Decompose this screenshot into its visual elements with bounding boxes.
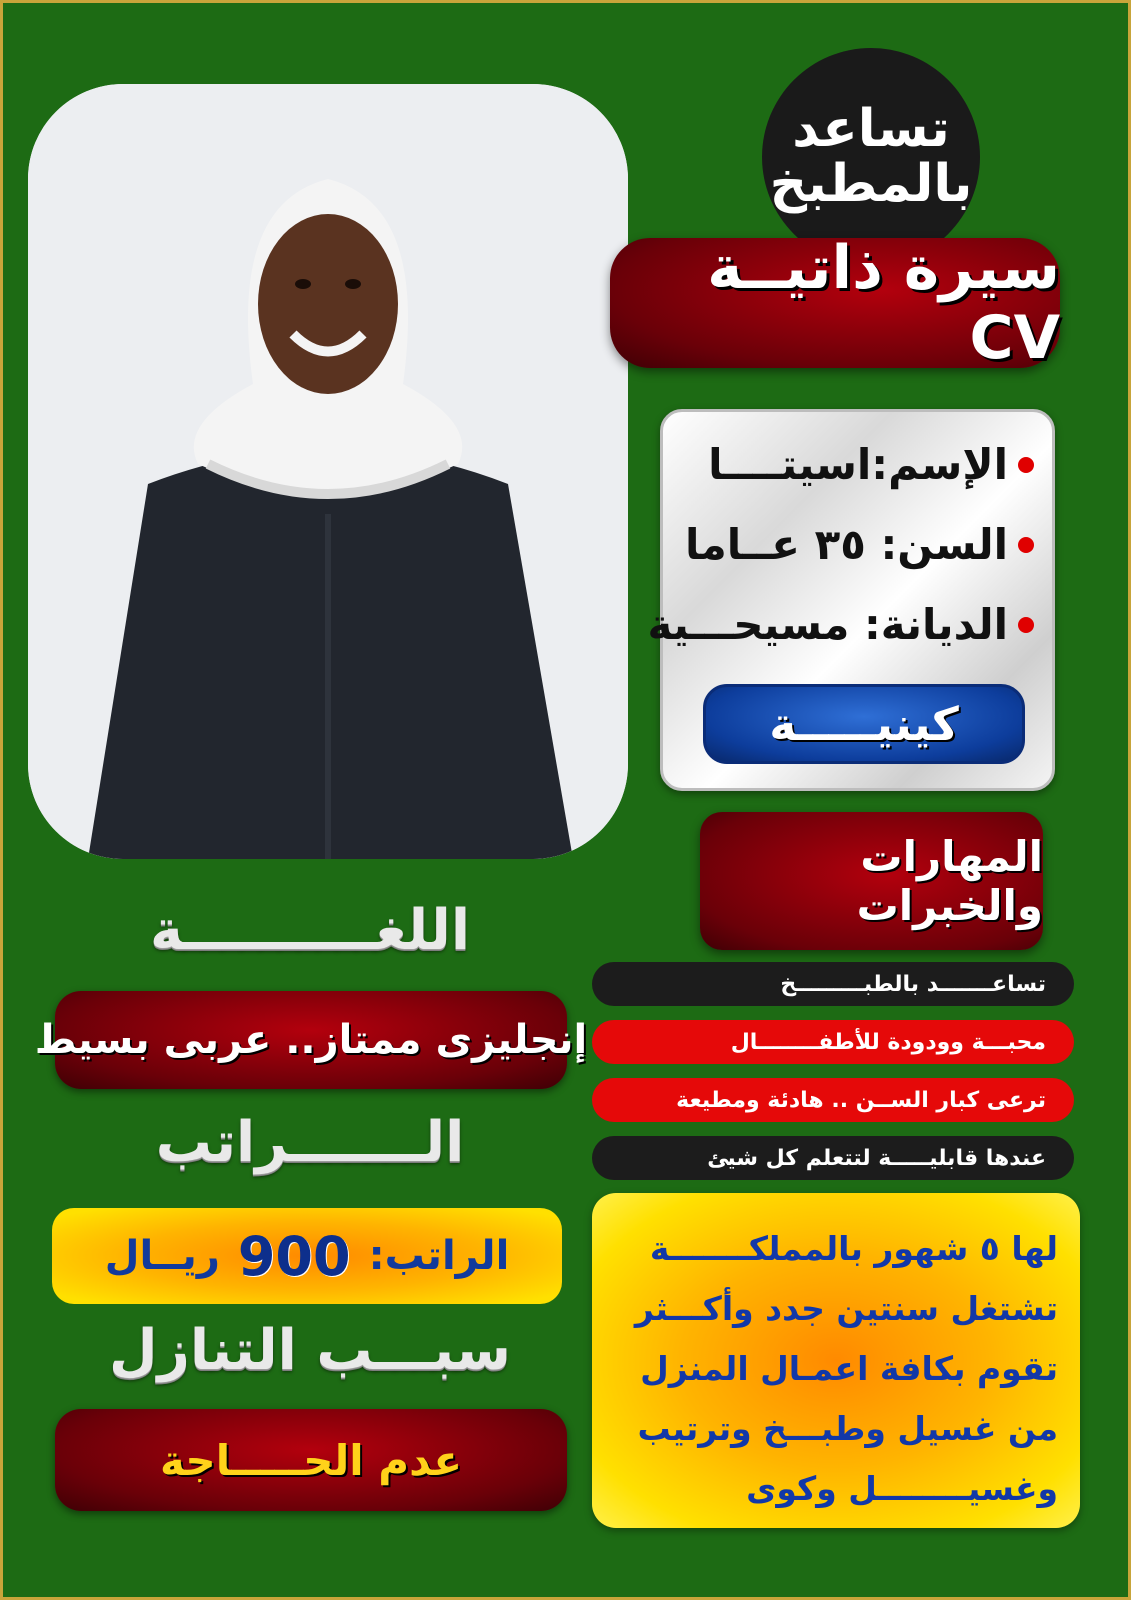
salary-bar: [52, 1208, 562, 1304]
skill-item: محبـــة وودودة للأطفــــــــال: [592, 1020, 1074, 1064]
bullet-icon: [1018, 537, 1034, 553]
personal-info-card: [647, 409, 1055, 791]
info-name-row: [708, 440, 1034, 489]
info-religion: الديانة: مسيحـــية: [647, 600, 1008, 649]
cv-title-banner: سيرة ذاتيــة CV: [610, 238, 1060, 368]
salary-title: الـــــــراتب: [155, 1110, 465, 1175]
salary-currency: ريــال: [104, 1233, 220, 1279]
skills-title: المهارات والخبرات: [700, 812, 1043, 950]
bullet-icon: [1018, 617, 1034, 633]
nationality-badge: كينيـــــة: [703, 684, 1025, 764]
experience-line: تشتغل سنتين جدد وأكـــثر: [634, 1289, 1058, 1328]
experience-line: وغسيــــــــل وكوى: [746, 1469, 1058, 1508]
skill-item: عندها قابليـــــة لتتعلم كل شيئ: [592, 1136, 1074, 1180]
language-title: اللغــــــــــة: [149, 898, 471, 963]
info-name: الإسم:اسيتــــا: [708, 440, 1008, 489]
skill-item: تساعـــــــد بالطبـــــــــخ: [592, 962, 1074, 1006]
experience-line: من غسيل وطبـــخ وترتيب: [637, 1409, 1058, 1448]
experience-line: تقوم بكافة اعمـال المنزل: [640, 1349, 1058, 1388]
portrait-illustration: [28, 84, 628, 859]
info-age-row: [685, 520, 1034, 569]
info-religion-row: [648, 600, 1034, 649]
worker-photo: [28, 84, 628, 859]
skill-item: ترعى كبار الســن .. هادئة ومطيعة: [592, 1078, 1074, 1122]
role-line-1: تساعد: [792, 99, 950, 160]
reason-value: عدم الحـــــاجة: [55, 1409, 567, 1511]
info-age: السن: ٣٥ عــاما: [685, 520, 1008, 569]
salary-label: الراتب:: [368, 1233, 510, 1279]
salary-amount: 900: [237, 1224, 351, 1288]
role-line-2: بالمطبخ: [769, 154, 973, 214]
experience-line: لها ٥ شهور بالمملكـــــــة: [649, 1229, 1058, 1268]
experience-box: [592, 1193, 1080, 1528]
reason-title: سبـــب التنازل: [109, 1318, 511, 1383]
bullet-icon: [1018, 457, 1034, 473]
language-value: إنجليزى ممتاز.. عربى بسيط: [55, 991, 567, 1089]
